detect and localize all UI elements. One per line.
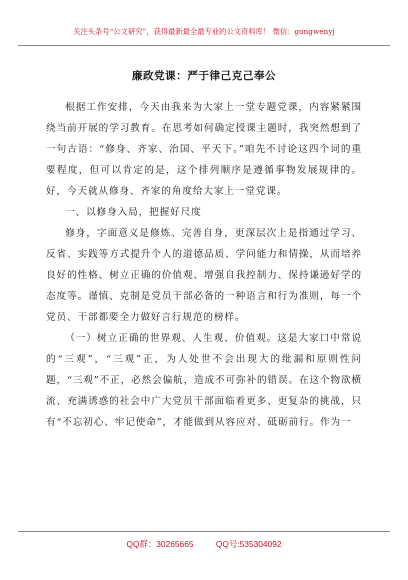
header-note: 关注头条号“公文研究”，获得最新最全最专业的公文资料库！ 微信：gongwenyj	[73, 27, 335, 36]
footer-contact	[0, 538, 408, 550]
document-title: 廉政党课：严于律己克己奉公	[131, 70, 277, 82]
paragraph-intro: 根据工作安排，今天由我来为大家上一堂专题党课，内容紧紧围绕当前开展的学习教育。在思考如何确定授课主题时，我突然想到了一句古语：“修身、齐家、治国、平天下。”咱先不讨论这四个词的重要程度，但可以肯定的是，这个排列顺序是遵循事物发展规律的。好，今天就从修身、齐家的角度给大家上一堂党课。	[46, 102, 362, 197]
paragraph-three-views: （一）树立正确的世界观、人生观、价值观。这是大家口中常说的“三观”，“三观”正，为人处世不会出现大的纰漏和原则性问题，“三观”不正，必然会偏航，造成不可弥补的错误。在这个物欲横流、充满诱惑的社会中广大党员干部面临着更多、更复杂的挑战，只有“不忘初心、牢记使命”，才能做到从容应对、砥砺前行。作为一	[46, 333, 362, 428]
qq-number: QQ号:535304092	[215, 539, 282, 549]
footer-divider	[18, 531, 390, 532]
qq-group: QQ群：30265665	[126, 539, 194, 549]
header-divider	[18, 45, 390, 46]
section-heading-1: 一、以修身入局，把握好尺度	[65, 207, 202, 218]
paragraph-self-cultivation: 修身，字面意义是修炼、完善自身，更深层次上是指通过学习、反省、实践等方式提升个人的道德品质、学问能力和情操，从而培养良好的性格、树立正确的价值观、增强自我控制力、保持谦逊好学的态度等。谨慎、克制是党员干部必备的一种语言和行为准则，每一个党员、干部都要全力做好言行规范的榜样。	[46, 228, 362, 323]
document-body	[46, 97, 362, 433]
